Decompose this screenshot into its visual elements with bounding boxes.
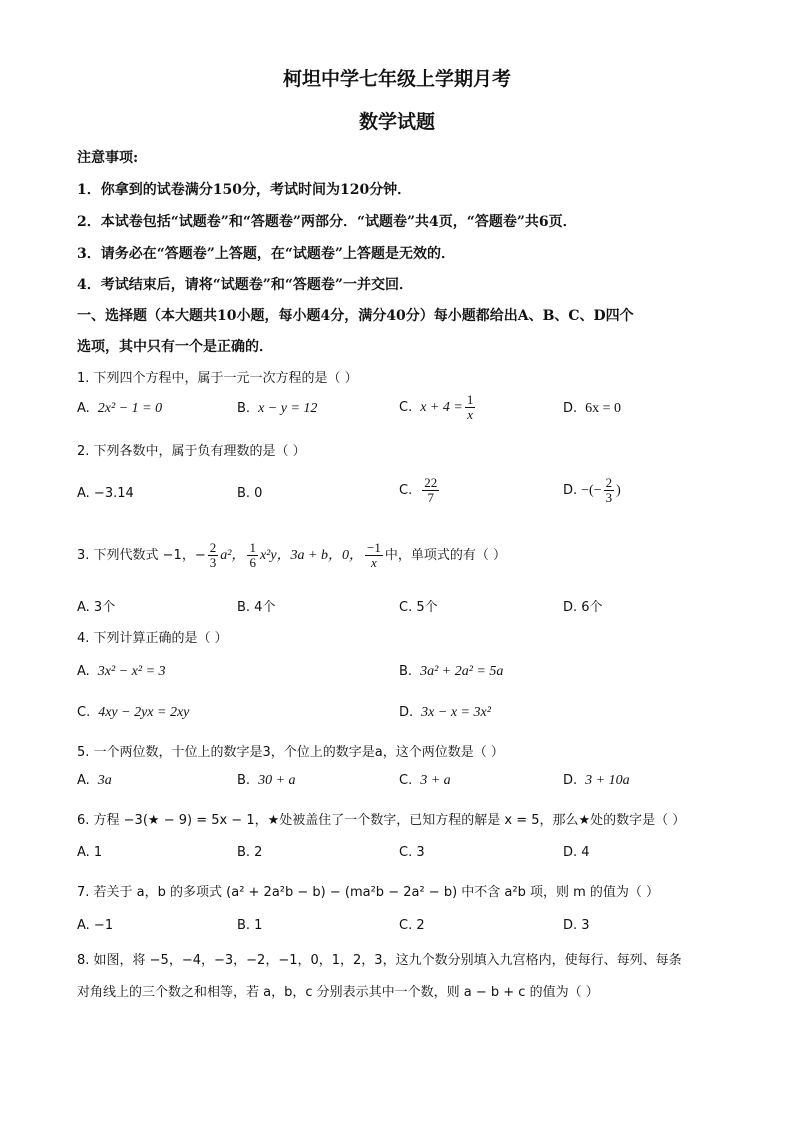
q3-option-b: B. 4个 bbox=[237, 600, 276, 615]
q6-option-a: A. 1 bbox=[77, 845, 103, 860]
question-6-stem: 6. 方程 −3(★ − 9) = 5x − 1，★处被盖住了一个数字，已知方程的解是 x = 5，那么★处的数字是（ ） bbox=[77, 813, 686, 828]
q7-option-d: D. 3 bbox=[563, 918, 590, 933]
notice-item: 3．请务必在“答题卷”上答题，在“试题卷”上答题是无效的． bbox=[77, 246, 455, 262]
q4-option-c: C. 4xy − 2yx = 2xy bbox=[77, 705, 190, 720]
q1-option-c: C. x + 4 = $\frac{1}{x}$ bbox=[399, 392, 474, 422]
section-heading-cont: 选项，其中只有一个是正确的． bbox=[77, 339, 273, 355]
question-2-stem: 2. 下列各数中，属于负有理数的是（ ） bbox=[77, 444, 306, 459]
q4-option-d: D. 3x − x = 3x² bbox=[399, 705, 491, 720]
q6-option-c: C. 3 bbox=[399, 845, 425, 860]
q2-option-b: B. 0 bbox=[237, 486, 263, 501]
q1-option-d: D. 6x = 0 bbox=[563, 401, 622, 416]
question-8-stem-cont: 对角线上的三个数之和相等，若 a，b，c 分别表示其中一个数，则 a − b + c 的值为（ ） bbox=[77, 985, 599, 1000]
question-4-stem: 4. 下列计算正确的是（ ） bbox=[77, 631, 228, 646]
notice-item: 4．考试结束后，请将“试题卷”和“答题卷”一并交回． bbox=[77, 277, 413, 293]
notice-heading: 注意事项: bbox=[77, 150, 139, 166]
q5-option-a: A. 3a bbox=[77, 773, 112, 788]
page-subtitle: 数学试题 bbox=[358, 111, 435, 133]
section-heading: 一、选择题（本大题共10小题，每小题4分，满分40分）每小题都给出A、B、C、D四个 bbox=[77, 308, 634, 324]
q1-option-b: B. x − y = 12 bbox=[237, 401, 318, 416]
question-3-stem: 3. 下列代数式 −1，− $\frac{2}{3}$ a²， $\frac{1}{6}$ x²y，3a + b，0， $\frac{-1}{x}$ 中，单项式的有（ ） bbox=[77, 540, 506, 570]
q2-option-d: D. −(− $\frac{2}{3}$ ) bbox=[563, 475, 621, 505]
notice-item: 1．你拿到的试卷满分150分，考试时间为120分钟． bbox=[77, 182, 412, 198]
q1-option-a: A. 2x² − 1 = 0 bbox=[77, 401, 163, 416]
q4-option-a: A. 3x² − x² = 3 bbox=[77, 664, 166, 679]
q6-option-d: D. 4 bbox=[563, 845, 590, 860]
q2-option-c: C. $\frac{22}{7}$ bbox=[399, 475, 438, 505]
q3-option-c: C. 5个 bbox=[399, 600, 438, 615]
q4-option-b: B. 3a² + 2a² = 5a bbox=[399, 664, 504, 679]
question-5-stem: 5. 一个两位数，十位上的数字是3，个位上的数字是a，这个两位数是（ ） bbox=[77, 745, 504, 760]
q2-option-a: A. −3.14 bbox=[77, 486, 134, 501]
question-1-stem: 1. 下列四个方程中，属于一元一次方程的是（ ） bbox=[77, 371, 358, 386]
q7-option-a: A. −1 bbox=[77, 918, 114, 933]
q5-option-d: D. 3 + 10a bbox=[563, 773, 630, 788]
q7-option-c: C. 2 bbox=[399, 918, 425, 933]
page-title: 柯坦中学七年级上学期月考 bbox=[282, 68, 511, 90]
q3-option-d: D. 6个 bbox=[563, 600, 603, 615]
q5-option-c: C. 3 + a bbox=[399, 773, 451, 788]
question-8-stem: 8. 如图，将 −5，−4，−3，−2，−1，0，1，2，3，这九个数分别填入九宫格内，使每行、每列、每条 bbox=[77, 953, 682, 968]
q5-option-b: B. 30 + a bbox=[237, 773, 296, 788]
question-7-stem: 7. 若关于 a，b 的多项式 (a² + 2a²b − b) − (ma²b − 2a² − b) 中不含 a²b 项，则 m 的值为（ ） bbox=[77, 885, 660, 900]
q6-option-b: B. 2 bbox=[237, 845, 263, 860]
q3-option-a: A. 3个 bbox=[77, 600, 116, 615]
notice-item: 2．本试卷包括“试题卷”和“答题卷”两部分．“试题卷”共4页，“答题卷”共6页． bbox=[77, 214, 577, 230]
q7-option-b: B. 1 bbox=[237, 918, 263, 933]
